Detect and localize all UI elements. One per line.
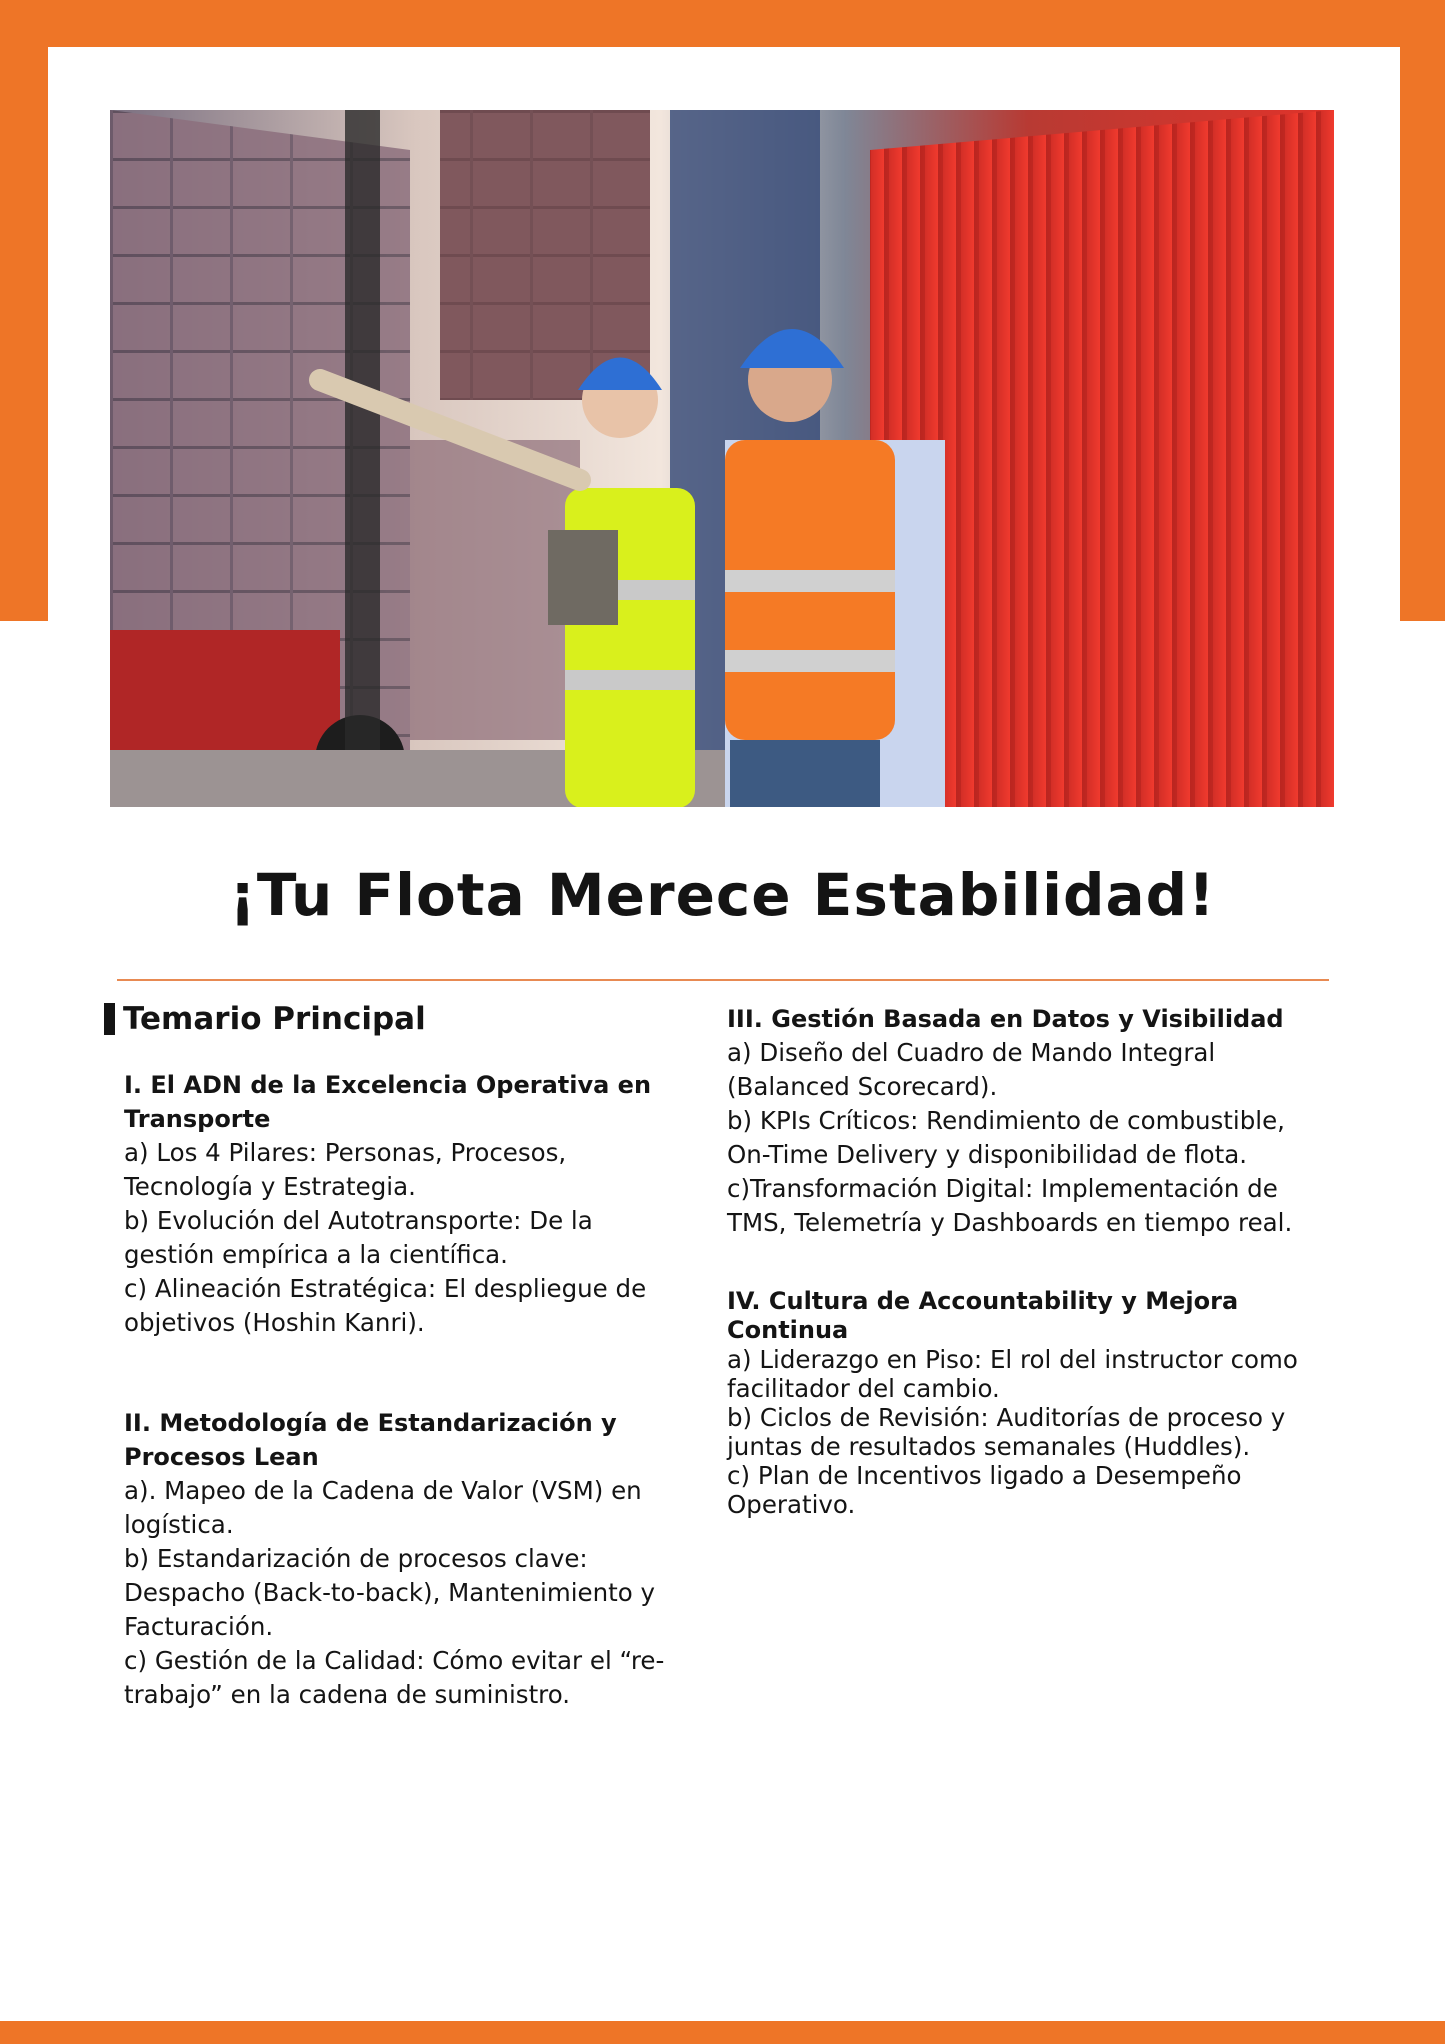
orange-frame-bottom <box>0 2021 1445 2044</box>
section-2 <box>124 1406 724 1712</box>
section-3-line: TMS, Telemetría y Dashboards en tiempo real. <box>727 1208 1293 1237</box>
section-4-line: a) Liderazgo en Piso: El rol del instructor como <box>727 1345 1298 1374</box>
section-2-line: Facturación. <box>124 1612 274 1641</box>
section-1-title-line: I. El ADN de la Excelencia Operativa en <box>124 1071 652 1099</box>
temario-heading-text: Temario Principal <box>123 1001 426 1037</box>
section-3 <box>727 1002 1347 1240</box>
section-4-line: facilitador del cambio. <box>727 1374 1000 1403</box>
section-4 <box>727 1287 1347 1519</box>
section-4-title-line: IV. Cultura de Accountability y Mejora <box>727 1287 1239 1315</box>
section-3-line: (Balanced Scorecard). <box>727 1072 998 1101</box>
heading-bar-marker <box>104 1003 115 1035</box>
section-1-line: Tecnología y Estrategia. <box>124 1172 416 1201</box>
section-2-line: a). Mapeo de la Cadena de Valor (VSM) en <box>124 1476 642 1505</box>
temario-heading <box>104 999 426 1039</box>
section-1-line: objetivos (Hoshin Kanri). <box>124 1308 425 1337</box>
section-3-line: a) Diseño del Cuadro de Mando Integral <box>727 1038 1216 1067</box>
section-4-line: b) Ciclos de Revisión: Auditorías de proceso y <box>727 1403 1286 1432</box>
page-title: ¡Tu Flota Merece Estabilidad! <box>229 861 1216 929</box>
section-1-title-line: Transporte <box>124 1105 271 1133</box>
section-4-title-line: Continua <box>727 1316 849 1344</box>
section-3-line: c)Transformación Digital: Implementación de <box>727 1174 1278 1203</box>
section-4-line: c) Plan de Incentivos ligado a Desempeño <box>727 1461 1242 1490</box>
section-1-line: a) Los 4 Pilares: Personas, Procesos, <box>124 1138 567 1167</box>
section-1-line: b) Evolución del Autotransporte: De la <box>124 1206 593 1235</box>
section-2-title-line: II. Metodología de Estandarización y <box>124 1409 617 1437</box>
section-1 <box>124 1068 724 1340</box>
section-2-title-line: Procesos Lean <box>124 1443 319 1471</box>
section-4-line: Operativo. <box>727 1490 856 1519</box>
section-2-line: trabajo” en la cadena de suministro. <box>124 1680 571 1709</box>
section-2-line: c) Gestión de la Calidad: Cómo evitar el “re- <box>124 1646 665 1675</box>
section-3-title-line: III. Gestión Basada en Datos y Visibilidad <box>727 1005 1284 1033</box>
section-1-line: c) Alineación Estratégica: El despliegue de <box>124 1274 647 1303</box>
section-3-line: b) KPIs Críticos: Rendimiento de combustible, <box>727 1106 1285 1135</box>
section-1-line: gestión empírica a la científica. <box>124 1240 508 1269</box>
section-2-line: b) Estandarización de procesos clave: <box>124 1544 588 1573</box>
divider <box>117 979 1329 981</box>
section-2-line: logística. <box>124 1510 234 1539</box>
section-4-line: juntas de resultados semanales (Huddles). <box>727 1432 1251 1461</box>
hero-photo <box>110 110 1334 807</box>
section-2-line: Despacho (Back-to-back), Mantenimiento y <box>124 1578 656 1607</box>
section-3-line: On-Time Delivery y disponibilidad de flota. <box>727 1140 1248 1169</box>
